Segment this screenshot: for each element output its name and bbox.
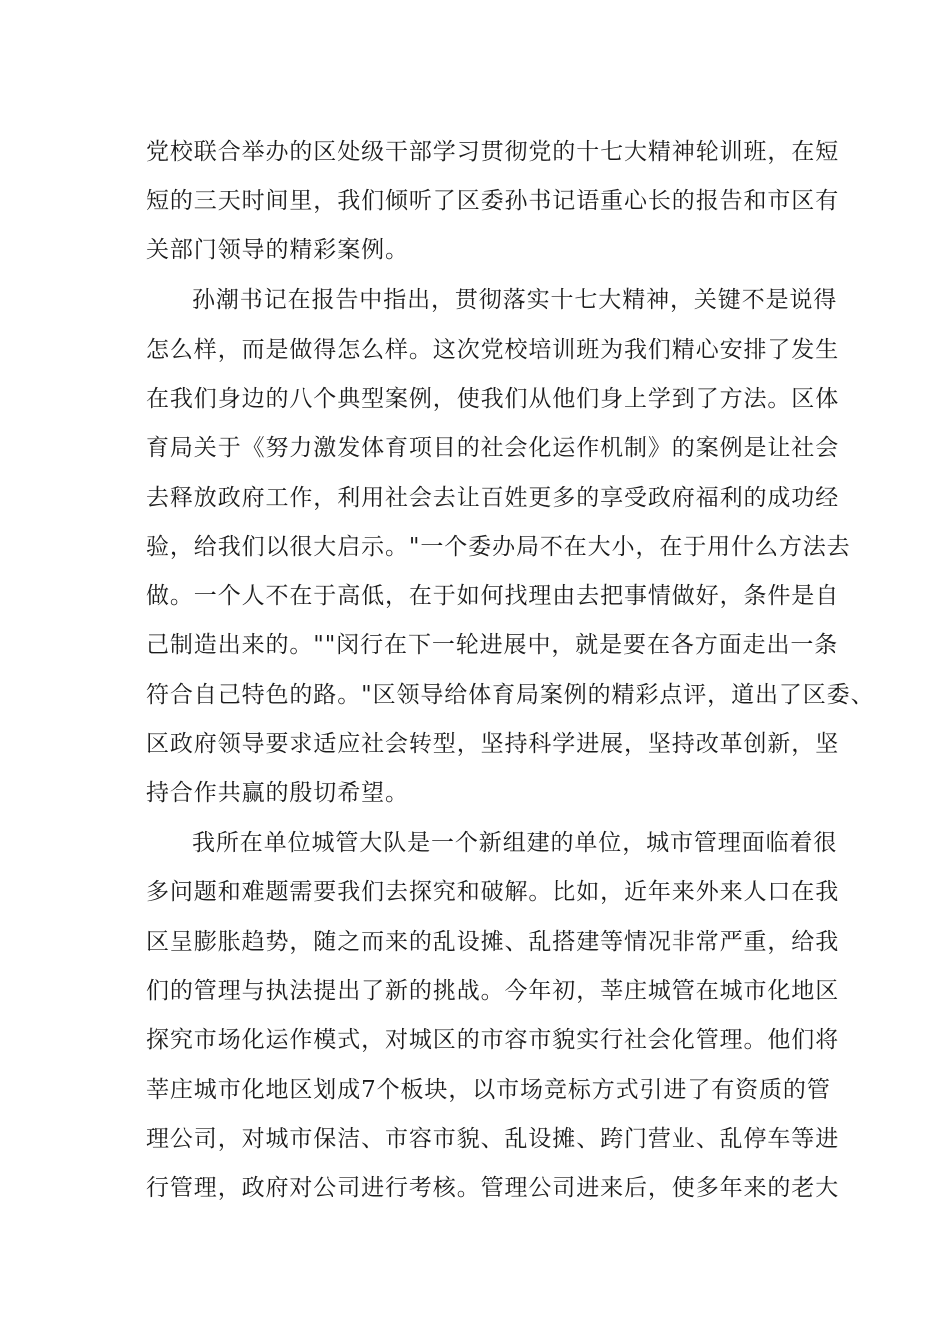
text-line: 短的三天时间里，我们倾听了区委孙书记语重心长的报告和市区有 bbox=[146, 188, 840, 214]
text-line: 验，给我们以很大启示。"一个委办局不在大小，在于用什么方法去 bbox=[146, 534, 851, 560]
text-line: 理公司，对城市保洁、市容市貌、乱设摊、跨门营业、乱停车等进 bbox=[146, 1126, 840, 1152]
text-line: 做。一个人不在于高低，在于如何找理由去把事情做好，条件是自 bbox=[146, 583, 840, 609]
text-line: 持合作共赢的殷切希望。 bbox=[146, 780, 409, 806]
text-line: 符合自己特色的路。"区领导给体育局案例的精彩点评，道出了区委、 bbox=[146, 682, 875, 708]
text-line: 党校联合举办的区处级干部学习贯彻党的十七大精神轮训班，在短 bbox=[146, 139, 840, 165]
text-line: 们的管理与执法提出了新的挑战。今年初，莘庄城管在城市化地区 bbox=[146, 978, 840, 1004]
text-line: 去释放政府工作，利用社会去让百姓更多的享受政府福利的成功经 bbox=[146, 485, 840, 511]
text-line: 育局关于《努力激发体育项目的社会化运作机制》的案例是让社会 bbox=[146, 435, 840, 461]
text-line: 探究市场化运作模式，对城区的市容市貌实行社会化管理。他们将 bbox=[146, 1027, 840, 1053]
text-line: 多问题和难题需要我们去探究和破解。比如，近年来外来人口在我 bbox=[146, 879, 840, 905]
text-line: 在我们身边的八个典型案例，使我们从他们身上学到了方法。区体 bbox=[146, 386, 840, 412]
text-line: 莘庄城市化地区划成7个板块，以市场竞标方式引进了有资质的管 bbox=[146, 1077, 831, 1103]
text-line: 己制造出来的。""闵行在下一轮进展中，就是要在各方面走出一条 bbox=[146, 632, 839, 658]
text-line: 关部门领导的精彩案例。 bbox=[146, 237, 409, 263]
text-line: 区政府领导要求适应社会转型，坚持科学进展，坚持改革创新，坚 bbox=[146, 731, 840, 757]
text-line: 怎么样，而是做得怎么样。这次党校培训班为我们精心安排了发生 bbox=[146, 337, 840, 363]
text-line: 区呈膨胀趋势，随之而来的乱设摊、乱搭建等情况非常严重，给我 bbox=[146, 929, 840, 955]
text-line: 行管理，政府对公司进行考核。管理公司进来后，使多年来的老大 bbox=[146, 1175, 840, 1201]
paragraph-start-line: 孙潮书记在报告中指出，贯彻落实十七大精神，关键不是说得 bbox=[192, 287, 838, 313]
paragraph-start-line: 我所在单位城管大队是一个新组建的单位，城市管理面临着很 bbox=[192, 830, 838, 856]
